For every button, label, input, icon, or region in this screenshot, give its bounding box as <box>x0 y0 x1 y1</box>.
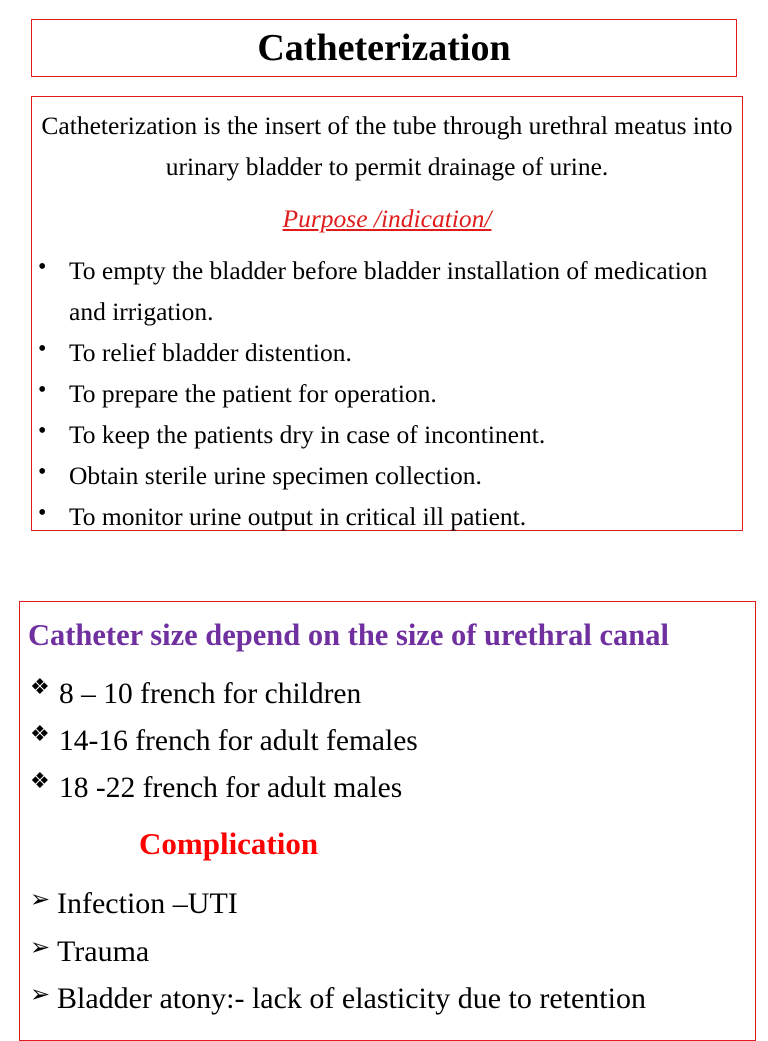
diamond-cluster-icon: ❖ <box>30 722 50 747</box>
page-title: Catheterization <box>257 27 511 69</box>
purpose-item: To relief bladder distention. <box>69 338 352 367</box>
purpose-item: To monitor urine output in critical ill patient. <box>69 502 527 531</box>
list-item <box>32 250 742 332</box>
diamond-cluster-icon: ❖ <box>30 769 50 794</box>
list-item <box>30 880 646 928</box>
diamond-cluster-icon: ❖ <box>30 675 50 700</box>
definition-text: Catheterization is the insert of the tube through urethral meatus into urinary bladder to permit drainage of urine. <box>41 111 733 181</box>
title-box <box>31 19 737 77</box>
bullet-icon: • <box>38 377 47 403</box>
size-item: 18 -22 french for adult males <box>59 772 403 804</box>
bullet-icon: • <box>38 459 47 485</box>
list-item <box>32 332 742 373</box>
bullet-icon: • <box>38 336 47 362</box>
size-list <box>30 671 418 812</box>
bullet-icon: • <box>38 418 47 444</box>
list-item <box>32 414 742 455</box>
purpose-item: To prepare the patient for operation. <box>69 379 437 408</box>
purpose-item: To keep the patients dry in case of incontinent. <box>69 420 546 449</box>
size-item: 8 – 10 french for children <box>59 678 362 710</box>
bullet-icon: • <box>38 254 47 280</box>
purpose-list <box>32 250 742 537</box>
complication-item: Infection –UTI <box>57 887 238 920</box>
purpose-heading: Purpose /indication/ <box>282 204 492 233</box>
complication-item: Bladder atony:- lack of elasticity due to retention <box>57 982 646 1015</box>
list-item <box>30 718 418 765</box>
list-item <box>32 373 742 414</box>
size-heading: Catheter size depend on the size of urethral canal <box>28 618 669 652</box>
purpose-item: Obtain sterile urine specimen collection. <box>69 461 482 490</box>
complication-heading: Complication <box>139 826 319 861</box>
list-item <box>30 671 418 718</box>
list-item <box>32 496 742 537</box>
arrowhead-icon: ➢ <box>30 980 51 1008</box>
complication-item: Trauma <box>57 934 150 968</box>
purpose-item: To empty the bladder before bladder installation of medication and irrigation. <box>69 256 708 326</box>
bullet-icon: • <box>38 500 47 526</box>
arrowhead-icon: ➢ <box>30 932 51 961</box>
catheter-size-box <box>19 601 756 1041</box>
list-item <box>30 928 646 976</box>
size-item: 14-16 french for adult females <box>59 725 418 757</box>
list-item <box>32 455 742 496</box>
complication-list <box>30 880 646 1023</box>
list-item <box>30 765 418 812</box>
arrowhead-icon: ➢ <box>30 885 51 913</box>
list-item <box>30 975 646 1023</box>
definition-box <box>31 96 743 531</box>
